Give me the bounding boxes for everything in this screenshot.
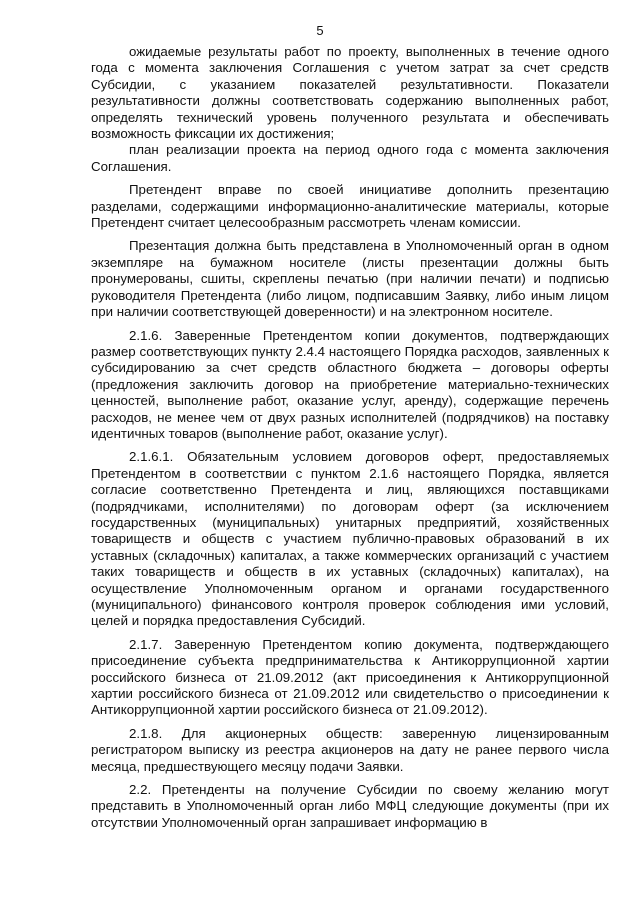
paragraph-clause-2-1-6: 2.1.6. Заверенные Претендентом копии документов, подтверждающих размер соответствующих пункту 2.4.4 настоящего Порядка расходов, заявленных к субсидированию за счет средств областного бюджета – договоры оферты (предложения заключить договор на приобретение материально-технических ценностей, выполнение работ, оказание услуг, аренду), содержащие перечень расходов, не менее чем от двух разных исполнителей (подрядчиков) на поставку идентичных товаров (выполнение работ, оказание услуг). xyxy=(91,327,609,441)
paragraph-presentation-submission: Презентация должна быть представлена в Уполномоченный орган в одном экземпляре на бумажном носителе (листы презентации должны быть пронумерованы, сшиты, скреплены печатью (при наличии печати) и подписью руководителя Претендента (либо лицом, подписавшим Заявку, либо иным лицом при наличии соответствующей доверенности) и на электронном носителе. xyxy=(91,238,609,320)
paragraph-clause-2-2: 2.2. Претенденты на получение Субсидии по своему желанию могут представить в Уполномоченный орган либо МФЦ следующие документы (при их отсутствии Уполномоченный орган запрашивает информацию в xyxy=(91,782,609,830)
paragraph-clause-2-1-6-1: 2.1.6.1. Обязательным условием договоров оферт, предоставляемых Претендентом в соответствии с пунктом 2.1.6 настоящего Порядка, является согласие соответственно Претендента и лиц, являющихся поставщиками (подрядчиками, исполнителями) по договорам оферт (за исключением государственных (муниципальных) унитарных предприятий, хозяйственных товариществ и обществ с участием публично-правовых образований в их уставных (складочных) капиталах, а также коммерческих организаций с участием таких товариществ и обществ в их уставных (складочных) капиталах), на осуществление Уполномоченным органом и органами государственного (муниципального) финансового контроля проверок соблюдения ими условий, целей и порядка предоставления Субсидий. xyxy=(91,449,609,629)
document-body xyxy=(91,44,609,831)
paragraph-implementation-plan: план реализации проекта на период одного года с момента заключения Соглашения. xyxy=(91,142,609,174)
paragraph-clause-2-1-8: 2.1.8. Для акционерных обществ: заверенную лицензированным регистратором выписку из реестра акционеров на дату не ранее первого числа месяца, предшествующего месяцу подачи Заявки. xyxy=(91,725,609,774)
page-number: 5 xyxy=(316,23,324,38)
paragraph-expected-results: ожидаемые результаты работ по проекту, выполненных в течение одного года с момента заключения Соглашения с учетом затрат за счет средств Субсидии, с указанием показателей результативности. Показатели результативности должны соответствовать содержанию выполненных работ, определять технический уровень полученного результата и обеспечивать возможность фиксации их достижения; xyxy=(91,44,609,142)
paragraph-presentation-addition: Претендент вправе по своей инициативе дополнить презентацию разделами, содержащими информационно-аналитические материалы, которые Претендент считает целесообразным рассмотреть членам комиссии. xyxy=(91,182,609,231)
paragraph-clause-2-1-7: 2.1.7. Заверенную Претендентом копию документа, подтверждающего присоединение субъекта предпринимательства к Антикоррупционной хартии российского бизнеса от 21.09.2012 (акт присоединения к Антикоррупционной хартии российского бизнеса от 21.09.2012 или свидетельство о присоединении к Антикоррупционной хартии российского бизнеса от 21.09.2012). xyxy=(91,636,609,718)
